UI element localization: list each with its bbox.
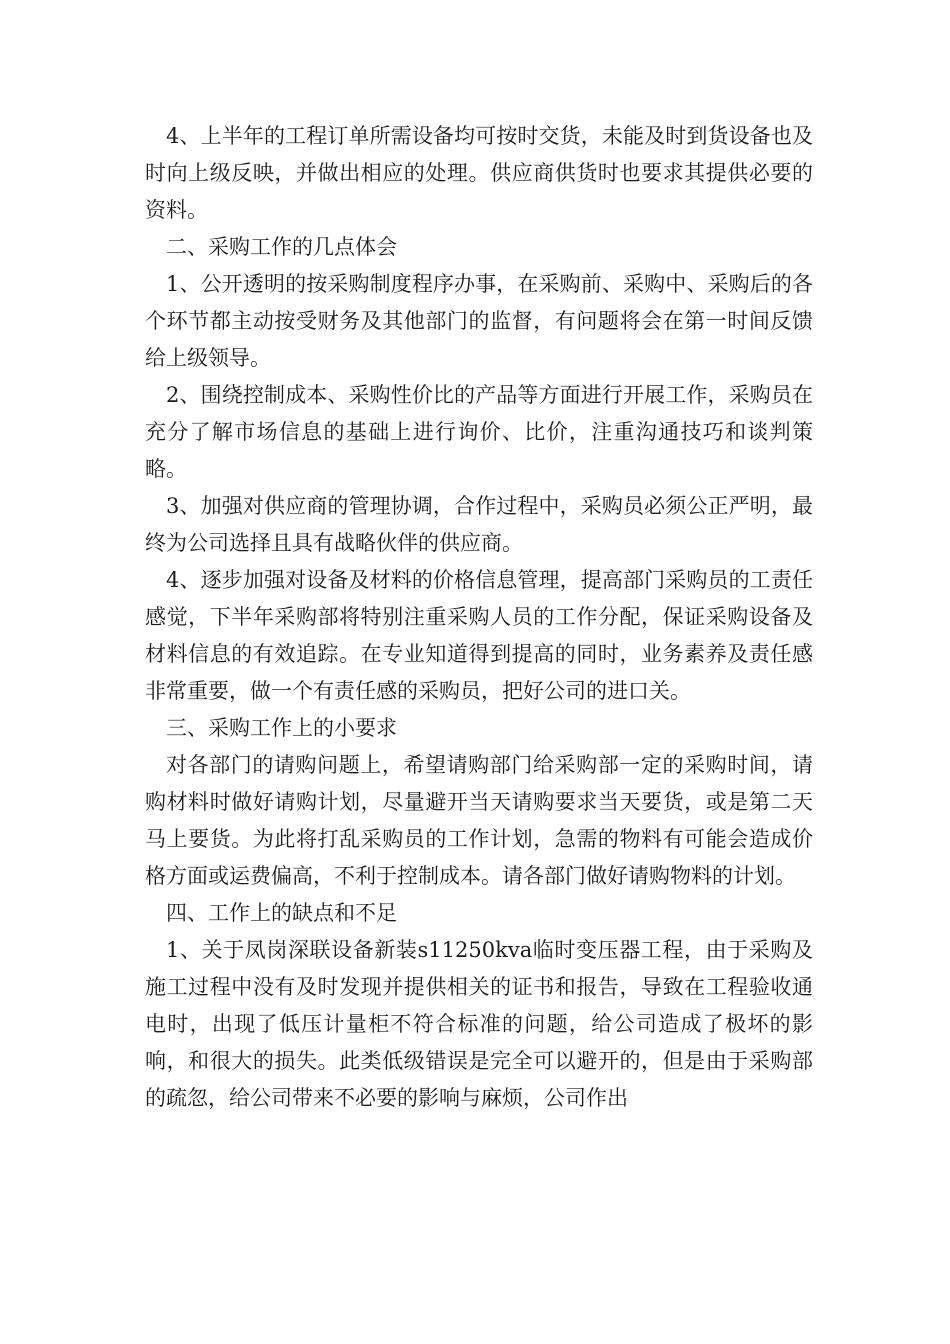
paragraph-cost-control: 2、围绕控制成本、采购性价比的产品等方面进行开展工作，采购员在充分了解市场信息的基础上进行询价、比价，注重沟通技巧和谈判策略。 [145,383,813,481]
section-heading-shortcomings: 四、工作上的缺点和不足 [166,901,397,925]
paragraph-delivery-on-time: 4、上半年的工程订单所需设备均可按时交货，未能及时到货设备也及时向上级反映，并做出相应的处理。供应商供货时也要求其提供必要的资料。 [145,124,813,222]
paragraph-supplier-management: 3、加强对供应商的管理协调，合作过程中，采购员必须公正严明，最终为公司选择且具有战略伙伴的供应商。 [145,494,813,555]
paragraph-purchase-requests: 对各部门的请购问题上，希望请购部门给采购部一定的采购时间，请购材料时做好请购计划，尽量避开当天请购要求当天要货，或是第二天马上要货。为此将打乱采购员的工作计划，急需的物料有可能会造成价格方面或运费偏高，不利于控制成本。请各部门做好请购物料的计划。 [145,753,813,888]
document-body [145,118,813,1117]
paragraph-price-information: 4、逐步加强对设备及材料的价格信息管理，提高部门采购员的工责任感觉，下半年采购部将特别注重采购人员的工作分配，保证采购设备及材料信息的有效追踪。在专业知道得到提高的同时，业务素养及责任感非常重要，做一个有责任感的采购员，把好公司的进口关。 [145,568,813,703]
paragraph-transformer-project: 1、关于凤岗深联设备新装s11250kva临时变压器工程，由于采购及施工过程中没有及时发现并提供相关的证书和报告，导致在工程验收通电时，出现了低压计量柜不符合标准的问题，给公司造成了极坏的影响，和很大的损失。此类低级错误是完全可以避开的，但是由于采购部的疏忽，给公司带来不必要的影响与麻烦，公司作出 [145,938,813,1110]
section-heading-experience: 二、采购工作的几点体会 [166,235,397,259]
section-heading-requirements: 三、采购工作上的小要求 [166,716,397,740]
paragraph-transparency: 1、公开透明的按采购制度程序办事，在采购前、采购中、采购后的各个环节都主动按受财务及其他部门的监督，有问题将会在第一时间反馈给上级领导。 [145,272,813,370]
